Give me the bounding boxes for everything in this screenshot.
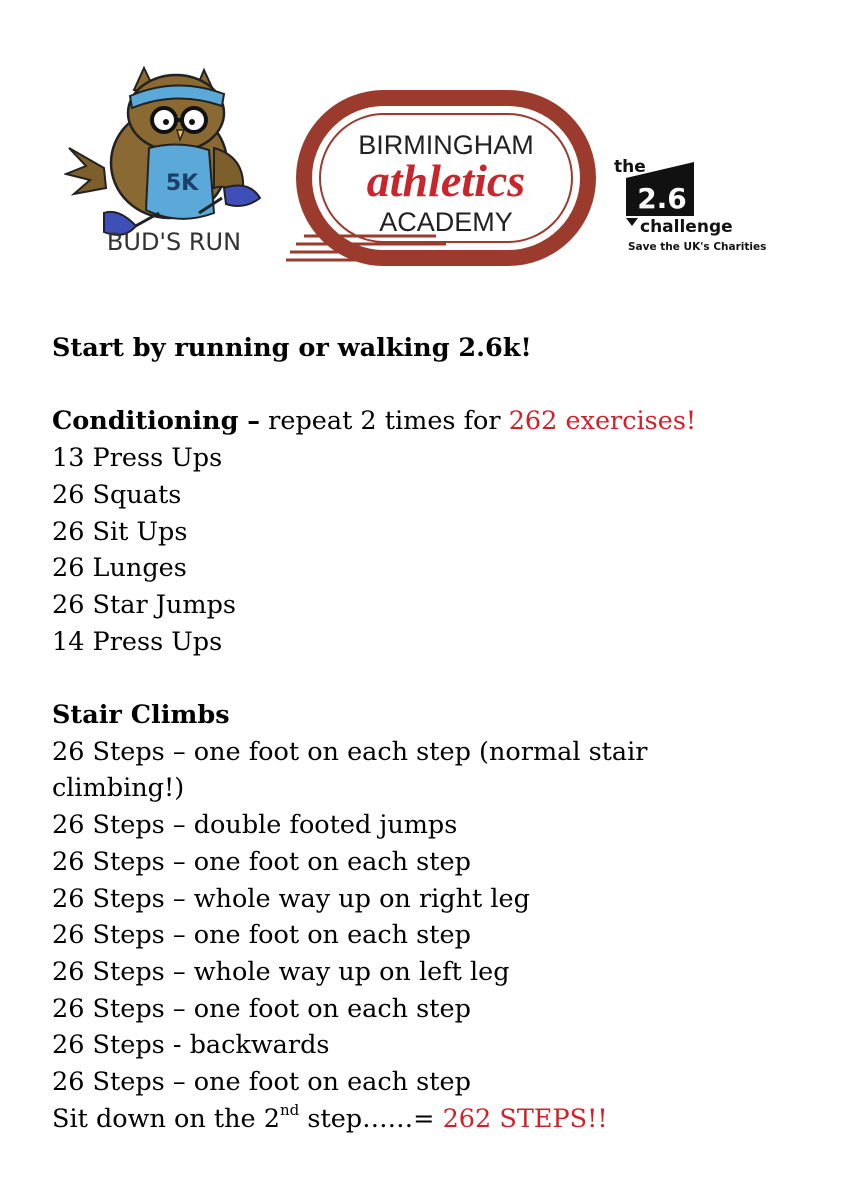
stair-item: 26 Steps – one foot on each step (normal stair climbing!) <box>52 736 648 804</box>
conditioning-item: 14 Press Ups <box>52 626 223 657</box>
academy-academy-text: ACADEMY <box>379 207 513 237</box>
conditioning-item: 26 Lunges <box>52 553 187 584</box>
workout-document <box>52 330 812 1137</box>
stair-item: 26 Steps – double footed jumps <box>52 810 458 841</box>
conditioning-repeat-text: repeat 2 times for <box>260 406 509 437</box>
buds-run-badge: 5K <box>165 171 199 196</box>
conditioning-item: 13 Press Ups <box>52 443 223 474</box>
challenge-number-text: 2.6 <box>637 182 687 215</box>
spacer <box>52 367 812 404</box>
conditioning-heading-line <box>52 403 812 440</box>
stair-item: 26 Steps – whole way up on right leg <box>52 883 530 914</box>
conditioning-item: 26 Star Jumps <box>52 589 237 620</box>
final-suffix: step……= <box>299 1103 443 1134</box>
academy-city-text: BIRMINGHAM <box>358 130 534 160</box>
stair-item: 26 Steps – one foot on each step <box>52 920 471 951</box>
academy-athletics-text: athletics <box>366 155 526 206</box>
birmingham-athletics-academy-logo <box>286 86 596 276</box>
the-2-6-challenge-logo <box>612 156 792 256</box>
buds-run-name: BUD'S RUN <box>106 228 242 256</box>
final-ordinal-suffix: nd <box>279 1101 300 1120</box>
intro-line: Start by running or walking 2.6k! <box>52 333 532 363</box>
stair-item: 26 Steps – one foot on each step <box>52 1067 471 1098</box>
final-prefix: Sit down on the 2 <box>52 1103 280 1134</box>
buds-run-logo <box>64 48 274 273</box>
final-total: 262 STEPS!! <box>442 1103 608 1134</box>
stair-climbs-heading: Stair Climbs <box>52 700 230 730</box>
stair-item: 26 Steps – one foot on each step <box>52 846 471 877</box>
challenge-the-text: the <box>614 157 646 177</box>
conditioning-item: 26 Sit Ups <box>52 516 188 547</box>
final-line <box>52 1101 812 1138</box>
logo-banner <box>64 48 784 278</box>
stair-item: 26 Steps - backwards <box>52 1030 330 1061</box>
stair-item: 26 Steps – whole way up on left leg <box>52 956 510 987</box>
conditioning-heading: Conditioning – <box>52 406 261 437</box>
conditioning-item: 26 Squats <box>52 479 182 510</box>
challenge-word-text: challenge <box>640 217 733 237</box>
spacer <box>52 660 812 697</box>
stair-item: 26 Steps – one foot on each step <box>52 993 471 1024</box>
conditioning-total: 262 exercises! <box>508 406 697 437</box>
challenge-tagline-text: Save the UK's Charities <box>628 241 767 253</box>
